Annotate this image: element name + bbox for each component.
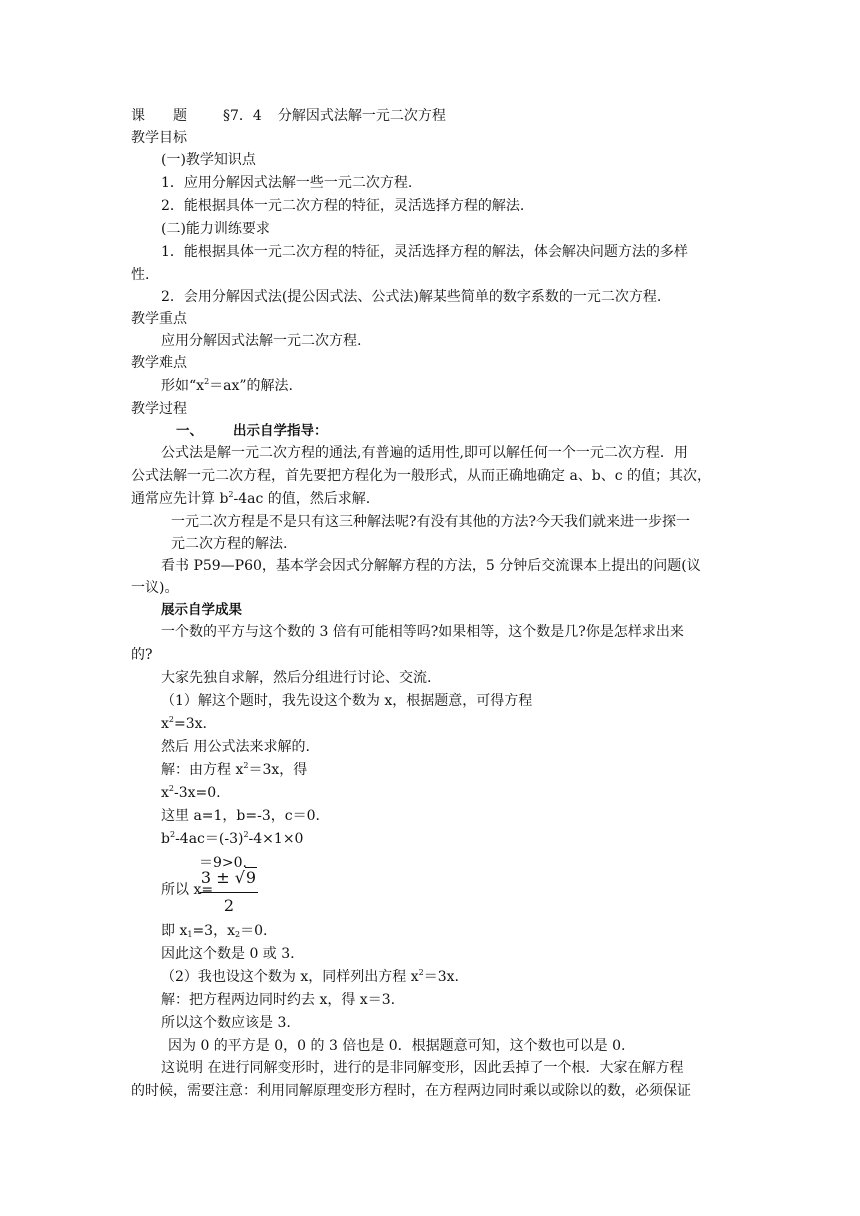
roots: 即 $x_1=3$，$x_2=0$.	[161, 923, 268, 939]
title-label-ti: 题	[173, 108, 187, 124]
solution2-intro: （2）我也设这个数为 x，同样列出方程 $x^2=3x$.	[161, 968, 459, 985]
title-label-ke: 课	[131, 108, 145, 124]
zero-note: 因为 0 的平方是 0，0 的 3 倍也是 0．根据题意可知，这个数也可以是 0.	[168, 1038, 626, 1054]
equation-2: $x^2-3x=0$.	[161, 784, 221, 801]
quadratic-formula-fraction	[196, 866, 262, 918]
objectives-sub1: (一)教学知识点	[161, 152, 256, 168]
para1-line3: 通常应先计算 $b^2-4ac$ 的值，然后求解.	[131, 490, 371, 507]
coefficients: 这里 a=1，b=-3，c＝0.	[161, 808, 320, 824]
equation-1: $x^2=3x$.	[161, 715, 207, 732]
lesson-topic: 分解因式法解一元二次方程	[277, 108, 446, 124]
explanation-line1: 这说明 在进行同解变形时，进行的是非同解变形，因此丢掉了一个根．大家在解方程	[161, 1060, 684, 1076]
sqrt-symbol: √9	[234, 868, 257, 887]
para1-line1: 公式法是解一元二次方程的通法,有普遍的适用性,即可以解任何一个一元二次方程．用	[161, 445, 688, 461]
fraction-denominator: 2	[223, 896, 235, 915]
process-heading: 教学过程	[131, 401, 187, 417]
question-line2: 的?	[131, 647, 153, 663]
para1-line2: 公式法解一元二次方程，首先要把方程化为一般形式，从而正确地确定 a、b、c 的值；其次，	[131, 468, 712, 484]
key-point-heading: 教学重点	[131, 311, 187, 327]
fraction-numerator: 3 ± √9	[196, 866, 262, 890]
key-point-text: 应用分解因式法解一元二次方程.	[161, 333, 362, 349]
objectives-heading: 教学目标	[131, 130, 187, 146]
difficulty-text: 形如“$x^2=ax$”的解法.	[161, 377, 294, 394]
para2-line2: 元二次方程的解法.	[171, 536, 288, 552]
ability-item-2: 2．会用分解因式法(提公因式法、公式法)解某些简单的数字系数的一元二次方程.	[161, 289, 662, 305]
para3-line2: 一议)。	[131, 580, 179, 596]
discriminant: $b^2-4ac=(-3)^2-4\times 1\times 0$	[161, 830, 304, 847]
difficulty-heading: 教学难点	[131, 355, 187, 371]
discriminant-value: ＝9>0.	[199, 855, 247, 871]
section-number: §7．4	[223, 108, 262, 124]
conclusion-1: 因此这个数是 0 或 3.	[161, 946, 295, 962]
ability-item-1: 1．能根据具体一元二次方程的特征，灵活选择方程的解法，体会解决问题方法的多样	[161, 244, 688, 260]
para3-line1: 看书 P59—P60，基本学会因式分解解方程的方法，5 分钟后交流课本上提出的问题(议	[161, 558, 701, 574]
knowledge-item-1: 1．应用分解因式法解一些一元二次方程.	[161, 175, 413, 191]
then-formula: 然后 用公式法来求解的.	[161, 739, 310, 755]
step2-heading: 展示自学成果	[161, 602, 242, 618]
title-line	[131, 106, 446, 126]
solution2-result: 所以这个数应该是 3.	[161, 1015, 291, 1031]
solution-start: 解：由方程 $x^2=3x$，得	[161, 761, 308, 778]
para2-line1: 一元二次方程是不是只有这三种解法呢?有没有其他的方法?今天我们就来进一步探一	[171, 514, 691, 530]
solution2-step: 解：把方程两边同时约去 x，得 x＝3.	[161, 992, 396, 1008]
solution1-intro: （1）解这个题时，我先设这个数为 x，根据题意，可得方程	[161, 693, 533, 709]
knowledge-item-2: 2．能根据具体一元二次方程的特征，灵活选择方程的解法.	[161, 198, 525, 214]
step1-heading: 一、 出示自学指导：	[176, 423, 328, 439]
group-instruction: 大家先独自求解，然后分组进行讨论、交流.	[161, 670, 432, 686]
so-x-label: 所以 x=	[161, 882, 214, 898]
question-line1: 一个数的平方与这个数的 3 倍有可能相等吗?如果相等，这个数是几?你是怎样求出来	[161, 624, 684, 640]
explanation-line2: 的时候，需要注意：利用同解原理变形方程时，在方程两边同时乘以或除以的数，必须保证	[131, 1083, 691, 1099]
fraction-bar	[200, 892, 258, 893]
objectives-sub2: (二)能力训练要求	[161, 221, 270, 237]
ability-item-1-cont: 性.	[131, 267, 150, 283]
